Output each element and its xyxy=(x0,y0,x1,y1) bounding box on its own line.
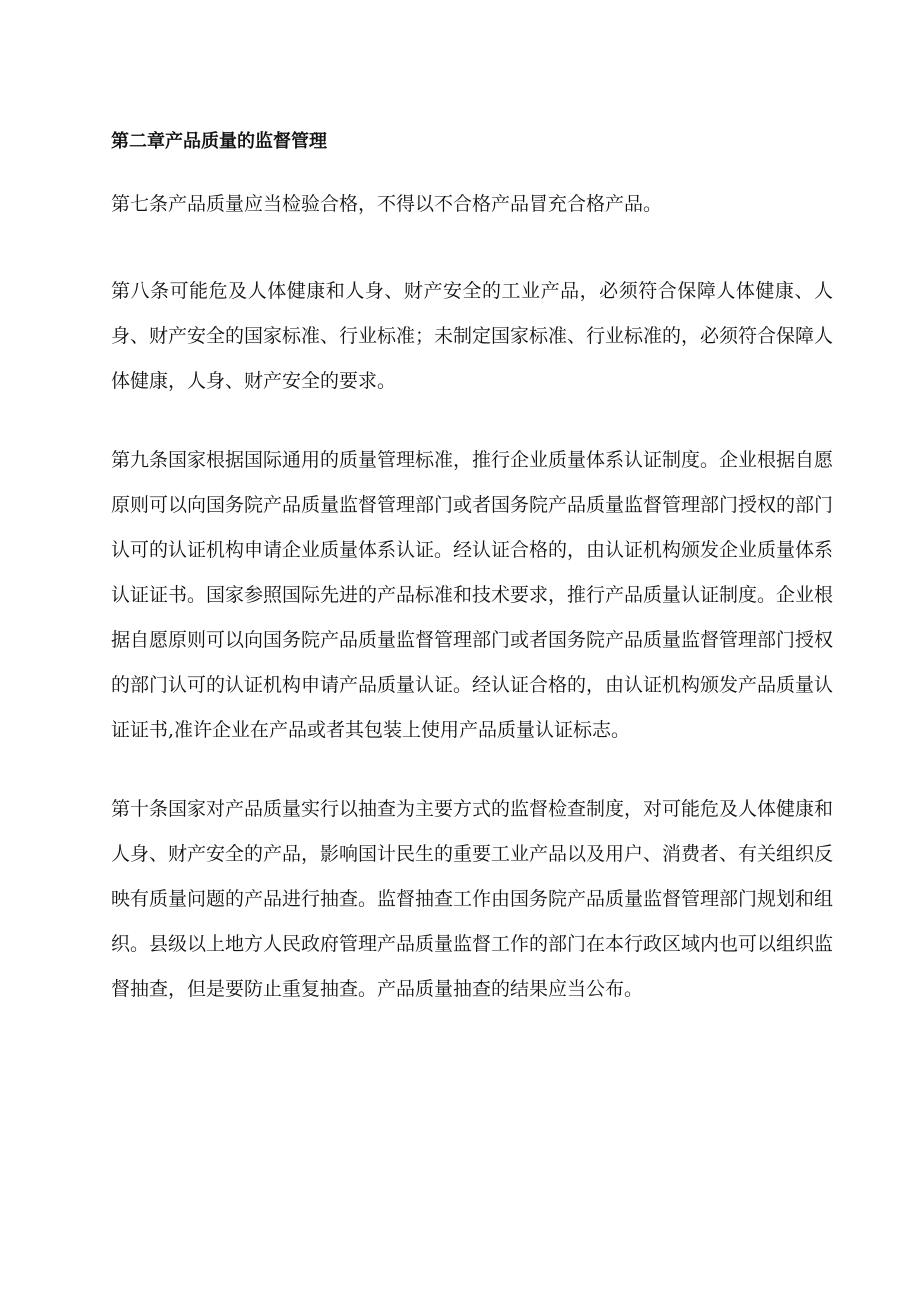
article-7: 第七条产品质量应当检验合格，不得以不合格产品冒充合格产品。 xyxy=(111,193,663,215)
article-9: 第九条国家根据国际通用的质量管理标准，推行企业质量体系认证制度。企业根据自愿原则可以向国务院产品质量监督管理部门或者国务院产品质量监督管理部门授权的部门认可的认证机构申请企业质量体系认证。经认证合格的，由认证机构颁发企业质量体系认证证书。国家参照国际先进的产品标准和技术要求，推行产品质量认证制度。企业根据自愿原则可以向国务院产品质量监督管理部门或者国务院产品质量监督管理部门授权的部门认可的认证机构申请产品质量认证。经认证合格的，由认证机构颁发产品质量认证证书,准许企业在产品或者其包装上使用产品质量认证标志。 xyxy=(111,449,834,741)
document-content xyxy=(111,124,833,1046)
article-8: 第八条可能危及人体健康和人身、财产安全的工业产品，必须符合保障人体健康、人身、财产安全的国家标准、行业标准；未制定国家标准、行业标准的，必须符合保障人体健康，人身、财产安全的要求。 xyxy=(111,280,834,392)
chapter-title: 第二章产品质量的监督管理 xyxy=(111,131,327,152)
article-10: 第十条国家对产品质量实行以抽查为主要方式的监督检查制度，对可能危及人体健康和人身、财产安全的产品，影响国计民生的重要工业产品以及用户、消费者、有关组织反映有质量问题的产品进行抽查。监督抽查工作由国务院产品质量监督管理部门规划和组织。县级以上地方人民政府管理产品质量监督工作的部门在本行政区域内也可以组织监督抽查，但是要防止重复抽查。产品质量抽查的结果应当公布。 xyxy=(111,798,834,1000)
